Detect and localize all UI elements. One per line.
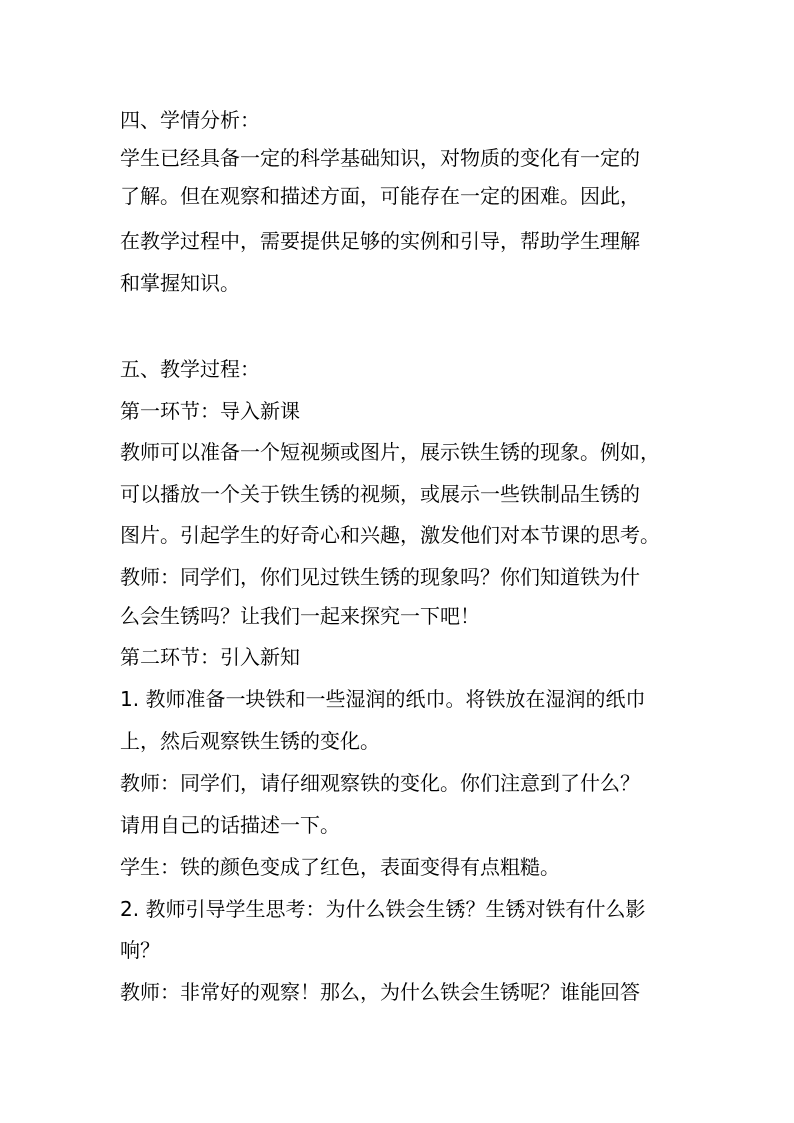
dialogue-line: 学生：铁的颜色变成了红色，表面变得有点粗糙。 bbox=[120, 855, 560, 879]
dialogue-line: 教师：非常好的观察！那么，为什么铁会生锈呢？谁能回答 bbox=[120, 980, 640, 1004]
paragraph-line: 教师可以准备一个短视频或图片，展示铁生锈的现象。例如， bbox=[120, 440, 660, 464]
list-item-line: 上，然后观察铁生锈的变化。 bbox=[120, 729, 380, 753]
paragraph-line: 学生已经具备一定的科学基础知识，对物质的变化有一定的 bbox=[120, 146, 640, 170]
section-heading-teaching-process: 五、教学过程： bbox=[120, 357, 260, 381]
dialogue-line: 教师：同学们，请仔细观察铁的变化。你们注意到了什么？ bbox=[120, 771, 640, 795]
step-title: 第二环节：引入新知 bbox=[120, 645, 300, 669]
paragraph-line: 可以播放一个关于铁生锈的视频，或展示一些铁制品生锈的 bbox=[120, 482, 640, 506]
step-title: 第一环节：导入新课 bbox=[120, 399, 300, 423]
list-item-line: 响？ bbox=[120, 938, 160, 962]
paragraph-line: 了解。但在观察和描述方面，可能存在一定的困难。因此， bbox=[120, 184, 640, 208]
paragraph-line: 图片。引起学生的好奇心和兴趣，激发他们对本节课的思考。 bbox=[120, 523, 660, 547]
dialogue-line: 请用自己的话描述一下。 bbox=[120, 813, 340, 837]
dialogue-line: 么会生锈吗？让我们一起来探究一下吧！ bbox=[120, 604, 480, 628]
dialogue-line: 教师：同学们，你们见过铁生锈的现象吗？你们知道铁为什 bbox=[120, 565, 640, 589]
section-heading-learning-analysis: 四、学情分析： bbox=[120, 108, 260, 132]
paragraph-line: 和掌握知识。 bbox=[120, 271, 240, 295]
list-item-line: 2. 教师引导学生思考：为什么铁会生锈？生锈对铁有什么影 bbox=[120, 897, 646, 921]
paragraph-line: 在教学过程中，需要提供足够的实例和引导，帮助学生理解 bbox=[120, 229, 640, 253]
list-item-line: 1. 教师准备一块铁和一些湿润的纸巾。将铁放在湿润的纸巾 bbox=[120, 687, 646, 711]
